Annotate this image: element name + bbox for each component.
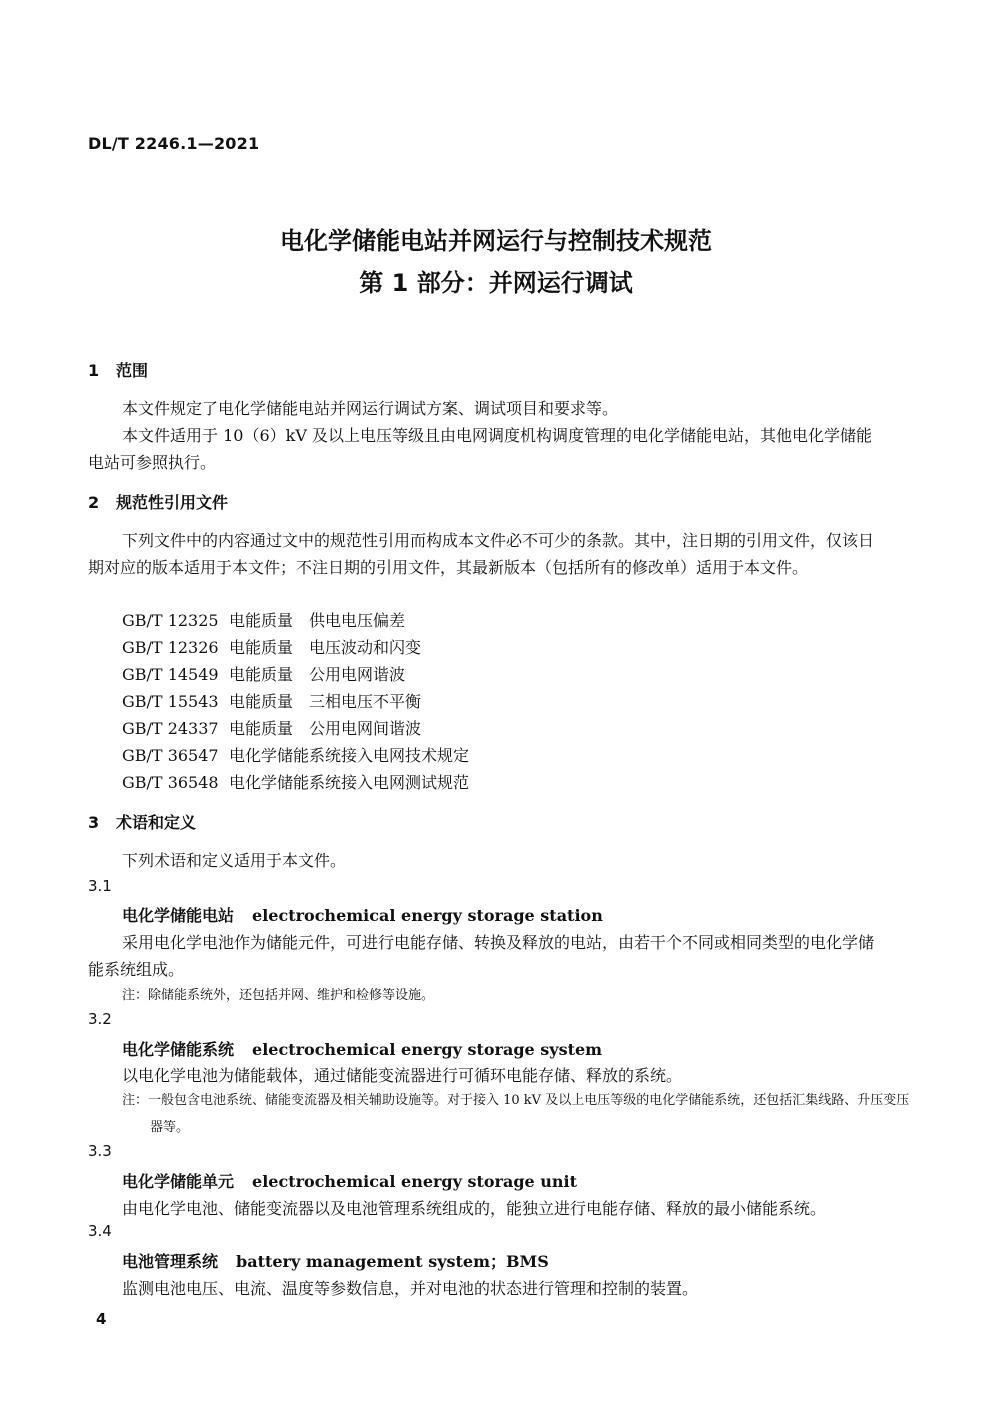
term-en: electrochemical energy storage unit (252, 1172, 578, 1191)
term-en: electrochemical energy storage station (252, 906, 603, 925)
term-definition: 以电化学电池为储能载体，通过储能变流器进行可循环电能存储、释放的系统。 (122, 1066, 683, 1085)
reference-item (122, 635, 421, 658)
term-definition: 监测电池电压、电流、温度等参数信息，并对电池的状态进行管理和控制的装置。 (122, 1279, 699, 1298)
clause-number: 3.1 (88, 877, 112, 895)
section-number: 1 (88, 361, 100, 380)
clause-number: 3.3 (88, 1142, 112, 1160)
section-title: 范围 (116, 361, 149, 380)
reference-code: GB/T 36548 (122, 773, 219, 792)
term-entry (122, 1037, 602, 1060)
section-title: 规范性引用文件 (116, 493, 229, 512)
note: 注：除储能系统外，还包括并网、维护和检修等设施。 (122, 988, 435, 1003)
term-entry (122, 903, 603, 926)
term-zh: 电化学储能单元 (122, 1172, 235, 1191)
reference-item (122, 716, 421, 739)
reference-title: 电能质量 公用电网谐波 (229, 665, 406, 684)
reference-code: GB/T 14549 (122, 665, 219, 684)
reference-item (122, 743, 469, 766)
note: 注：一般包含电池系统、储能变流器及相关辅助设施等。对于接入 10 kV 及以上电压等级的电化学储能系统，还包括汇集线路、升压变压器等。 (122, 1093, 910, 1135)
reference-code: GB/T 12326 (122, 638, 219, 657)
reference-title: 电能质量 电压波动和闪变 (229, 638, 422, 657)
clause-number: 3.4 (88, 1222, 112, 1240)
document-id: DL/T 2246.1—2021 (88, 134, 260, 153)
paragraph: 下列术语和定义适用于本文件。 (122, 851, 347, 870)
reference-code: GB/T 15543 (122, 692, 219, 711)
reference-title: 电能质量 三相电压不平衡 (229, 692, 422, 711)
term-en: electrochemical energy storage system (252, 1040, 603, 1059)
term-definition: 采用电化学电池作为储能元件，可进行电能存储、转换及释放的电站，由若干个不同或相同类型的电化学储能系统组成。 (88, 933, 875, 979)
reference-item (122, 608, 405, 631)
page-number: 4 (96, 1310, 107, 1328)
document-subtitle: 第 1 部分：并网运行调试 (359, 269, 633, 297)
reference-code: GB/T 24337 (122, 719, 219, 738)
term-zh: 电池管理系统 (122, 1252, 219, 1271)
section-heading-scope (88, 358, 148, 381)
reference-code: GB/T 36547 (122, 746, 219, 765)
reference-item (122, 689, 421, 712)
clause-number: 3.2 (88, 1010, 112, 1028)
term-entry (122, 1169, 577, 1192)
reference-title: 电能质量 供电电压偏差 (229, 611, 406, 630)
paragraph: 下列文件中的内容通过文中的规范性引用而构成本文件必不可少的条款。其中，注日期的引用文件，仅该日期对应的版本适用于本文件；不注日期的引用文件，其最新版本（包括所有的修改单）适用于本文件。 (88, 531, 875, 577)
reference-item (122, 662, 405, 685)
term-entry (122, 1249, 549, 1272)
paragraph: 本文件规定了电化学储能电站并网运行调试方案、调试项目和要求等。 (122, 399, 619, 418)
reference-title: 电能质量 公用电网间谐波 (229, 719, 422, 738)
reference-item (122, 770, 469, 793)
section-heading-terms (88, 810, 196, 833)
section-number: 2 (88, 493, 100, 512)
term-en: battery management system；BMS (236, 1252, 549, 1271)
reference-code: GB/T 12325 (122, 611, 219, 630)
section-number: 3 (88, 813, 100, 832)
reference-title: 电化学储能系统接入电网测试规范 (229, 773, 470, 792)
section-heading-normative-references (88, 490, 228, 513)
reference-title: 电化学储能系统接入电网技术规定 (229, 746, 470, 765)
document-title: 电化学储能电站并网运行与控制技术规范 (280, 227, 712, 255)
term-zh: 电化学储能系统 (122, 1040, 235, 1059)
paragraph: 本文件适用于 10（6）kV 及以上电压等级且由电网调度机构调度管理的电化学储能电站，其他电化学储能电站可参照执行。 (88, 426, 872, 472)
term-zh: 电化学储能电站 (122, 906, 235, 925)
term-definition: 由电化学电池、储能变流器以及电池管理系统组成的，能独立进行电能存储、释放的最小储能系统。 (122, 1199, 827, 1218)
section-title: 术语和定义 (116, 813, 197, 832)
